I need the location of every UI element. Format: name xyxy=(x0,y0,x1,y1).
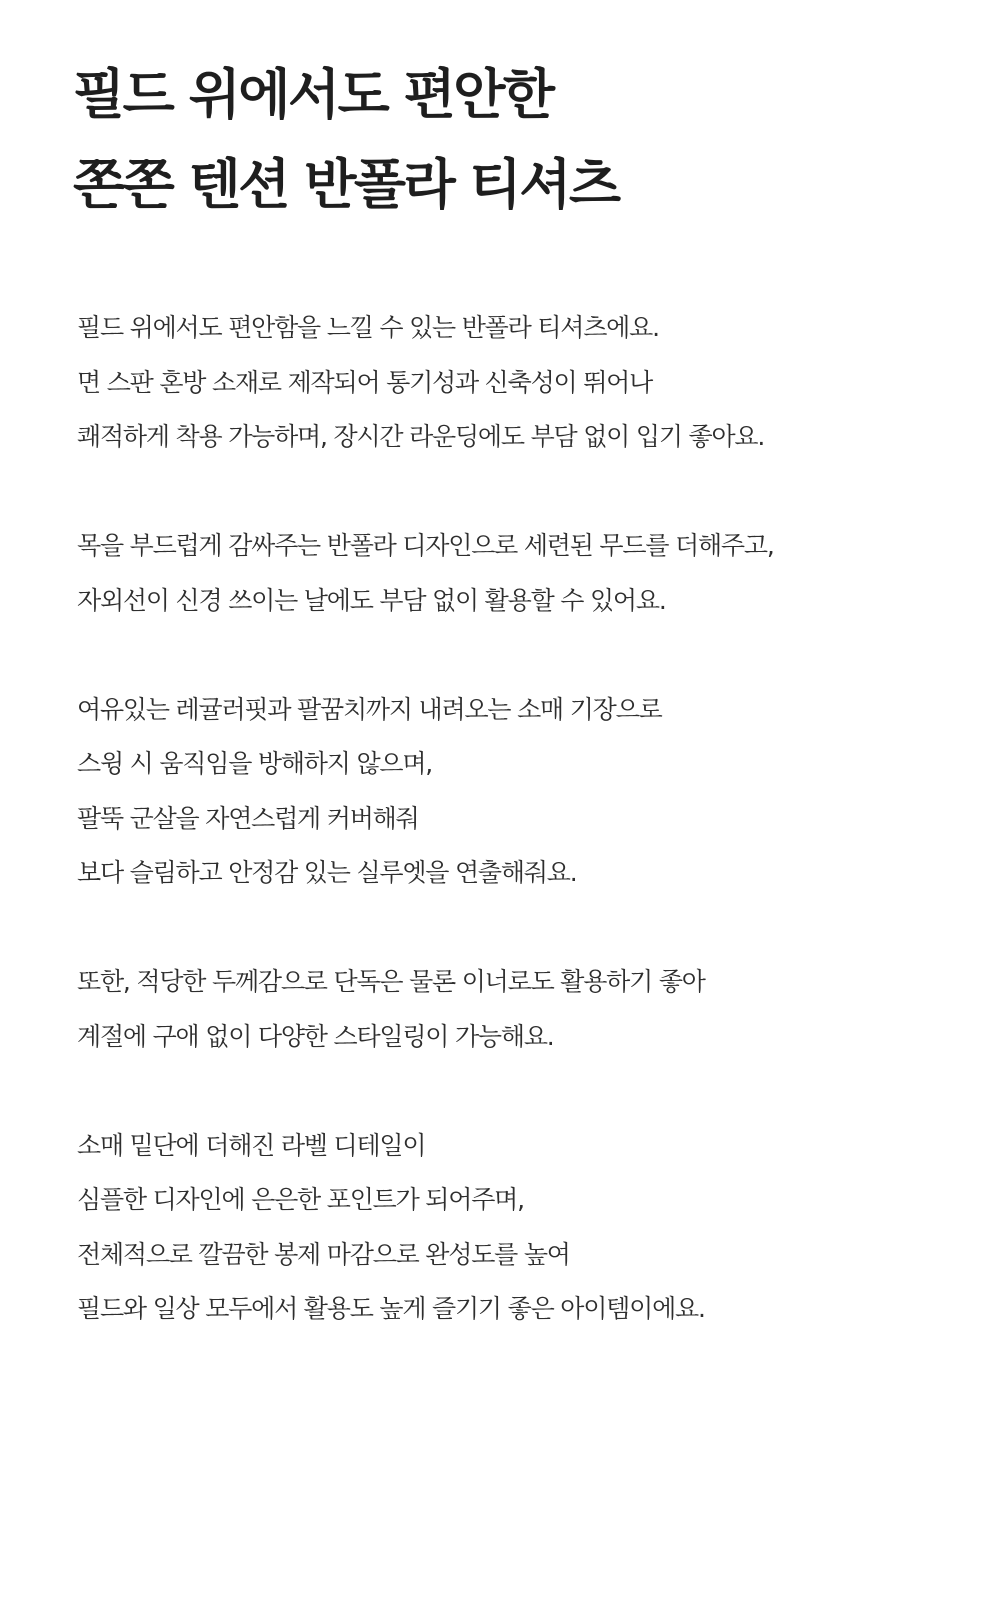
description-line: 팔뚝 군살을 자연스럽게 커버해줘 xyxy=(77,803,419,833)
description-line: 소매 밑단에 더해진 라벨 디테일이 xyxy=(77,1130,426,1160)
description-line: 필드 위에서도 편안함을 느낄 수 있는 반폴라 티셔츠에요. xyxy=(77,313,659,342)
description-line: 필드와 일상 모두에서 활용도 높게 즐기기 좋은 아이템이에요. xyxy=(77,1294,705,1323)
description-paragraph-1 xyxy=(77,301,957,465)
description-line: 심플한 디자인에 은은한 포인트가 되어주며, xyxy=(77,1185,524,1214)
description-line: 자외선이 신경 쓰이는 날에도 부담 없이 활용할 수 있어요. xyxy=(77,585,666,615)
description-line: 또한, 적당한 두께감으로 단독은 물론 이너로도 활용하기 좋아 xyxy=(77,967,705,996)
headline-line-2: 쫀쫀 텐션 반폴라 티셔츠 xyxy=(73,153,619,216)
description-line: 보다 슬림하고 안정감 있는 실루엣을 연출해줘요. xyxy=(77,858,577,887)
product-description xyxy=(77,301,957,1391)
description-line: 목을 부드럽게 감싸주는 반폴라 디자인으로 세련된 무드를 더해주고, xyxy=(77,531,774,560)
description-line: 여유있는 레귤러핏과 팔꿈치까지 내려오는 소매 기장으로 xyxy=(77,694,662,724)
description-paragraph-5 xyxy=(77,1119,957,1337)
description-line: 스윙 시 움직임을 방해하지 않으며, xyxy=(77,749,433,778)
description-paragraph-2 xyxy=(77,519,957,628)
description-line: 계절에 구애 없이 다양한 스타일링이 가능해요. xyxy=(77,1021,554,1051)
product-headline xyxy=(73,50,619,230)
description-line: 전체적으로 깔끔한 봉제 마감으로 완성도를 높여 xyxy=(77,1239,570,1269)
description-line: 쾌적하게 착용 가능하며, 장시간 라운딩에도 부담 없이 입기 좋아요. xyxy=(77,422,765,451)
description-paragraph-4 xyxy=(77,955,957,1064)
description-paragraph-3 xyxy=(77,683,957,901)
description-line: 면 스판 혼방 소재로 제작되어 통기성과 신축성이 뛰어나 xyxy=(77,367,653,397)
headline-line-1: 필드 위에서도 편안한 xyxy=(73,63,553,126)
